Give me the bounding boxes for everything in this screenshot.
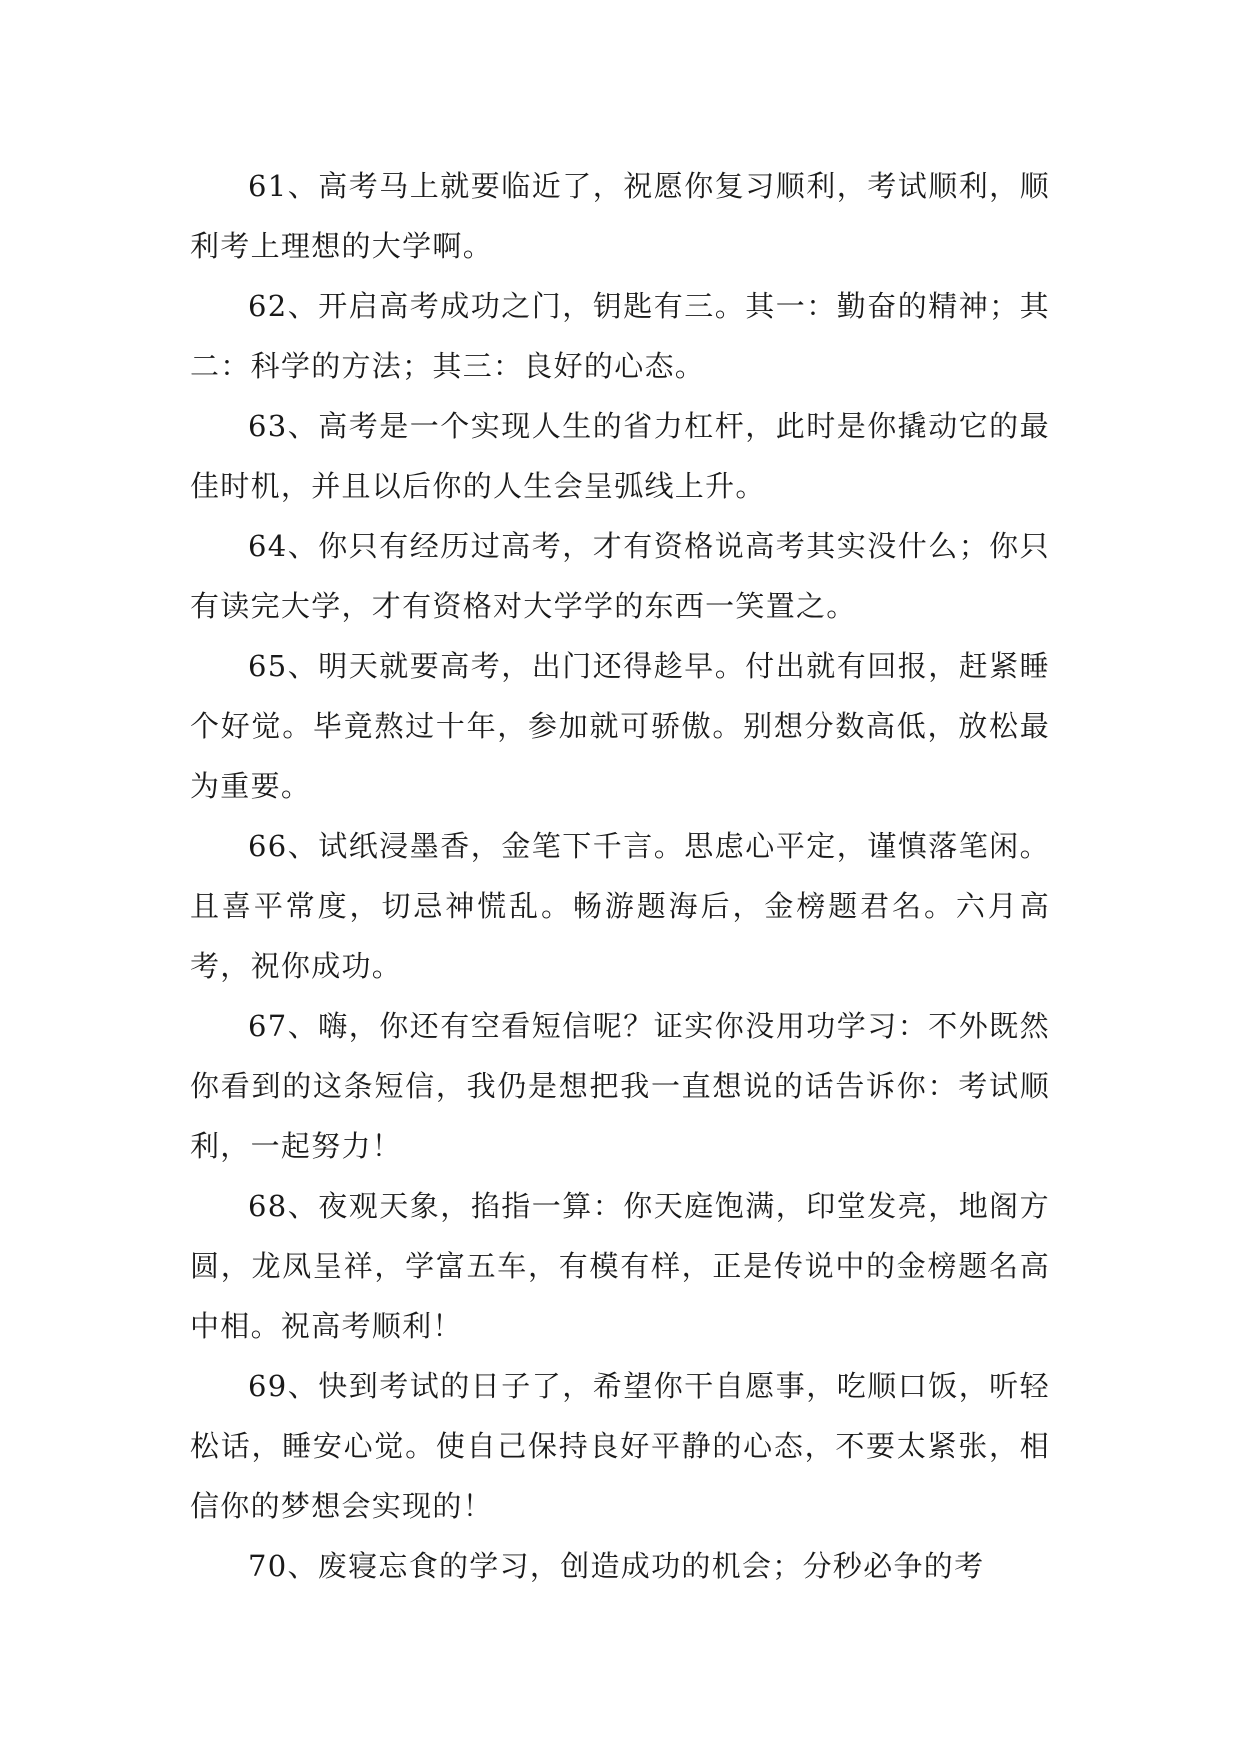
paragraph-62: 62、开启高考成功之门，钥匙有三。其一：勤奋的精神；其二：科学的方法；其三：良好的心态。 xyxy=(190,289,1050,383)
paragraph-69: 69、快到考试的日子了，希望你干自愿事，吃顺口饭，听轻松话，睡安心觉。使自己保持良好平静的心态，不要太紧张，相信你的梦想会实现的！ xyxy=(190,1369,1050,1523)
paragraph-70: 70、废寝忘食的学习，创造成功的机会；分秒必争的考 xyxy=(248,1549,985,1583)
paragraph-63: 63、高考是一个实现人生的省力杠杆，此时是你撬动它的最佳时机，并且以后你的人生会呈弧线上升。 xyxy=(190,409,1050,503)
paragraph-64: 64、你只有经历过高考，才有资格说高考其实没什么；你只有读完大学，才有资格对大学学的东西一笑置之。 xyxy=(190,529,1050,623)
document-body xyxy=(190,156,1050,1596)
paragraph-66: 66、试纸浸墨香，金笔下千言。思虑心平定，谨慎落笔闲。且喜平常度，切忌神慌乱。畅游题海后，金榜题君名。六月高考，祝你成功。 xyxy=(190,829,1050,983)
paragraph-67: 67、嗨，你还有空看短信呢？证实你没用功学习：不外既然你看到的这条短信，我仍是想把我一直想说的话告诉你：考试顺利，一起努力！ xyxy=(190,1009,1050,1163)
paragraph-68: 68、夜观天象，掐指一算：你天庭饱满，印堂发亮，地阁方圆，龙凤呈祥，学富五车，有模有样，正是传说中的金榜题名高中相。祝高考顺利！ xyxy=(190,1189,1050,1343)
paragraph-65: 65、明天就要高考，出门还得趁早。付出就有回报，赶紧睡个好觉。毕竟熬过十年，参加就可骄傲。别想分数高低，放松最为重要。 xyxy=(190,649,1050,803)
paragraph-61: 61、高考马上就要临近了，祝愿你复习顺利，考试顺利，顺利考上理想的大学啊。 xyxy=(190,169,1050,263)
